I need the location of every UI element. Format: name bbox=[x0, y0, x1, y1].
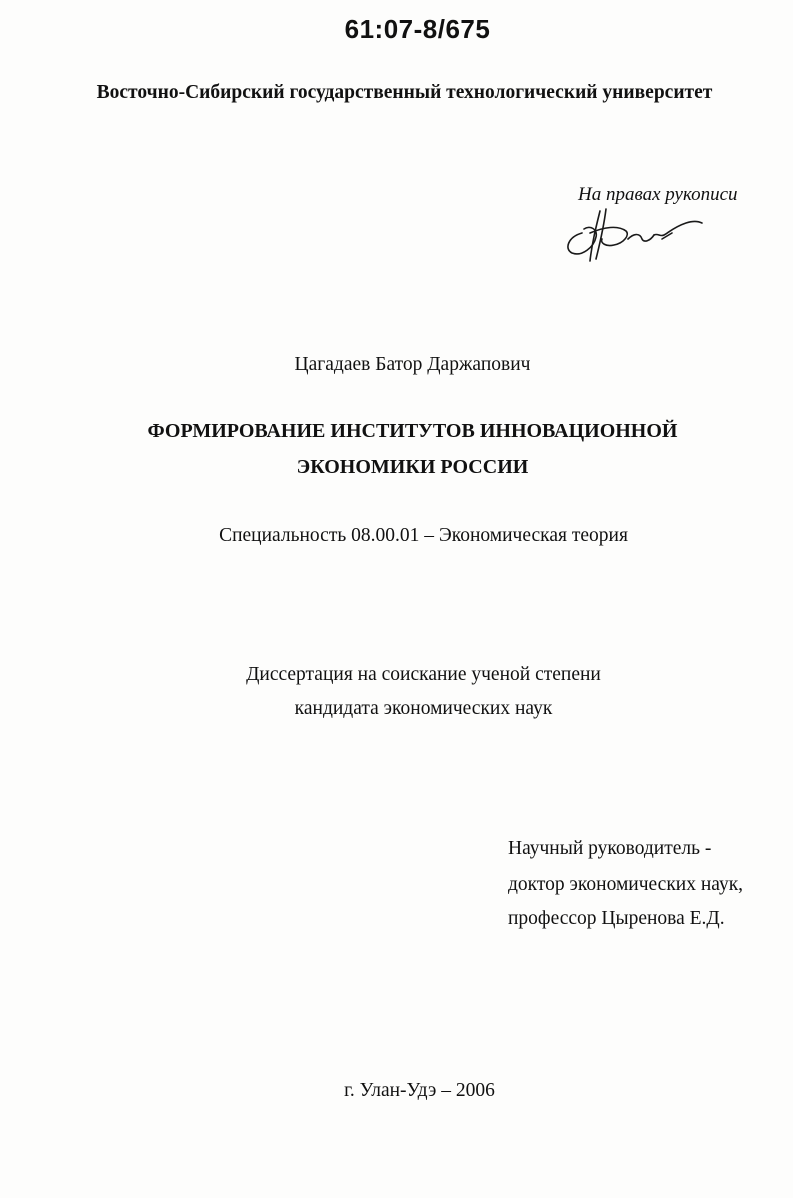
catalog-number: 61:07-8/675 bbox=[344, 14, 491, 44]
supervisor-line-2: доктор экономических наук, bbox=[508, 874, 744, 895]
dissertation-title-line-2: ЭКОНОМИКИ РОССИИ bbox=[296, 456, 529, 478]
dissertation-title-line-1: ФОРМИРОВАНИЕ ИНСТИТУТОВ ИННОВАЦИОННОЙ bbox=[147, 420, 678, 442]
manuscript-rights-note: На правах рукописи bbox=[578, 184, 738, 205]
degree-line-2: кандидата экономических наук bbox=[294, 698, 553, 719]
author-name: Цагадаев Батор Даржапович bbox=[294, 354, 531, 375]
handwritten-signature bbox=[560, 203, 710, 273]
city-year: г. Улан-Удэ – 2006 bbox=[344, 1080, 495, 1101]
supervisor-line-1: Научный руководитель - bbox=[508, 838, 712, 859]
university-name: Восточно-Сибирский государственный технологический университет bbox=[96, 82, 713, 103]
specialty-line: Специальность 08.00.01 – Экономическая теория bbox=[219, 525, 628, 546]
degree-line-1: Диссертация на соискание ученой степени bbox=[246, 664, 601, 685]
supervisor-line-3: профессор Цыренова Е.Д. bbox=[508, 908, 725, 929]
